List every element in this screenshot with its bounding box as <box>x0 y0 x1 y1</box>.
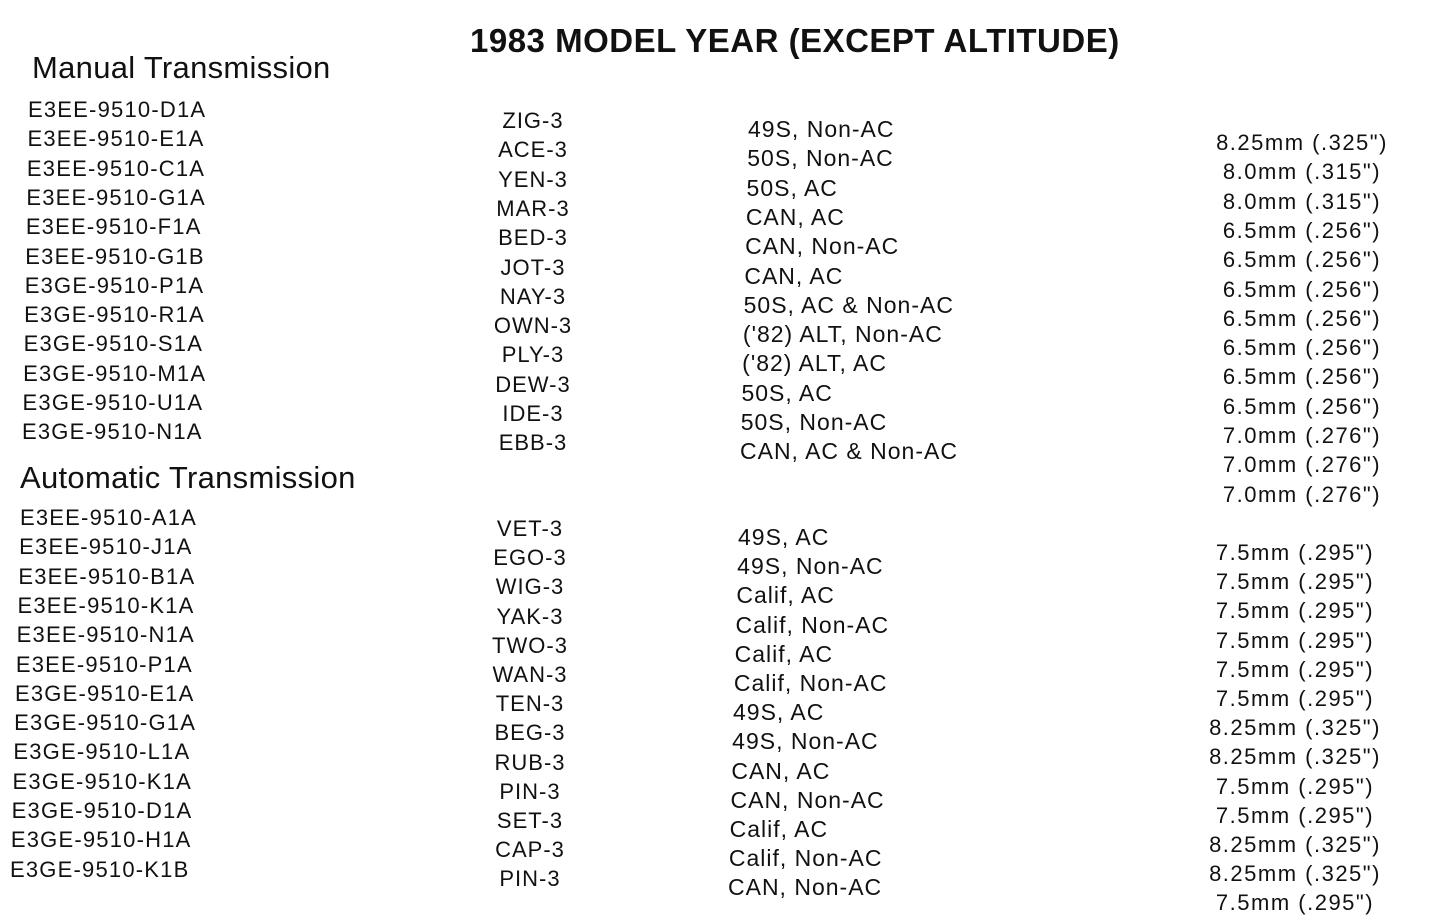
automatic-code: TEN-3 <box>495 691 565 717</box>
manual-part-number: E3GE-9510-U1A <box>22 390 204 415</box>
manual-gap-spec: 7.0mm (.276") <box>1222 452 1382 478</box>
manual-gap-spec: 6.5mm (.256") <box>1222 305 1382 331</box>
manual-description: CAN, AC <box>744 262 844 289</box>
automatic-part-number: E3EE-9510-P1A <box>15 651 193 677</box>
manual-code: JOT-3 <box>500 254 566 280</box>
manual-gap-spec: 6.5mm (.256") <box>1222 247 1382 273</box>
manual-part-number: E3GE-9510-N1A <box>22 419 203 445</box>
automatic-part-number: E3GE-9510-H1A <box>10 827 192 853</box>
manual-gap-spec: 7.0mm (.276") <box>1222 481 1382 507</box>
automatic-description: Calif, AC <box>734 640 834 667</box>
manual-code: MAR-3 <box>496 195 570 221</box>
manual-description: ('82) ALT, AC <box>742 350 887 377</box>
manual-gap-spec: 7.0mm (.276") <box>1222 423 1382 448</box>
manual-part-number: E3EE-9510-F1A <box>25 214 202 240</box>
automatic-gap-spec: 7.5mm (.295") <box>1215 540 1375 565</box>
automatic-description: Calif, Non-AC <box>735 611 890 638</box>
automatic-description: 49S, Non-AC <box>732 728 879 755</box>
automatic-part-number: E3EE-9510-J1A <box>19 534 193 560</box>
automatic-description: 49S, AC <box>733 699 825 726</box>
manual-gap-spec: 6.5mm (.256") <box>1222 276 1382 302</box>
manual-description: 50S, Non-AC <box>747 145 894 172</box>
automatic-description: CAN, AC <box>731 757 831 784</box>
automatic-code: WIG-3 <box>495 574 565 600</box>
automatic-code: YAK-3 <box>496 603 564 629</box>
automatic-gap-spec: 7.5mm (.295") <box>1215 598 1375 624</box>
automatic-description: Calif, AC <box>736 582 835 609</box>
manual-gap-spec: 6.5mm (.256") <box>1222 335 1382 361</box>
automatic-code: BEG-3 <box>494 720 566 746</box>
automatic-part-number: E3GE-9510-K1A <box>12 768 192 794</box>
automatic-gap-spec: 7.5mm (.295") <box>1215 802 1375 828</box>
automatic-part-number: E3EE-9510-A1A <box>20 505 198 530</box>
automatic-code: VET-3 <box>496 516 564 541</box>
manual-gap-spec: 6.5mm (.256") <box>1222 217 1382 243</box>
automatic-description: Calif, Non-AC <box>733 670 888 696</box>
manual-description: 50S, AC <box>741 379 833 406</box>
manual-code: OWN-3 <box>493 313 573 339</box>
manual-code: BED-3 <box>498 225 568 251</box>
manual-code: ZIG-3 <box>502 108 564 133</box>
automatic-gap-spec: 7.5mm (.295") <box>1215 656 1375 682</box>
automatic-code: TWO-3 <box>492 632 568 658</box>
manual-gap-spec: 8.0mm (.315") <box>1222 188 1382 214</box>
manual-description: CAN, AC <box>745 203 845 230</box>
automatic-code: PIN-3 <box>499 778 561 804</box>
automatic-gap-spec: 8.25mm (.325") <box>1209 744 1381 770</box>
automatic-part-number: E3EE-9510-N1A <box>16 622 195 648</box>
automatic-part-number: E3EE-9510-K1A <box>17 592 195 618</box>
automatic-description: CAN, Non-AC <box>730 786 885 813</box>
automatic-gap-spec: 7.5mm (.295") <box>1215 773 1375 799</box>
automatic-part-number: E3GE-9510-K1B <box>10 856 190 882</box>
manual-description: CAN, Non-AC <box>745 233 900 260</box>
automatic-part-number: E3EE-9510-B1A <box>18 563 196 589</box>
automatic-code: WAN-3 <box>492 662 568 687</box>
automatic-part-number: E3GE-9510-L1A <box>13 739 191 765</box>
automatic-gap-spec: 7.5mm (.295") <box>1215 569 1375 595</box>
automatic-gap-spec: 7.5mm (.295") <box>1215 627 1375 653</box>
automatic-description: Calif, Non-AC <box>728 845 883 872</box>
manual-gap-spec: 8.0mm (.315") <box>1222 159 1382 185</box>
manual-code: YEN-3 <box>498 166 568 192</box>
automatic-description: CAN, Non-AC <box>728 874 883 901</box>
automatic-code: SET-3 <box>496 808 564 833</box>
automatic-code: RUB-3 <box>494 749 566 775</box>
manual-description: 49S, Non-AC <box>748 116 895 142</box>
manual-part-number: E3EE-9510-C1A <box>26 155 206 181</box>
manual-part-number: E3GE-9510-S1A <box>23 331 204 357</box>
manual-part-number: E3EE-9510-D1A <box>28 97 207 122</box>
manual-description: 50S, Non-AC <box>740 409 888 435</box>
manual-part-number: E3GE-9510-M1A <box>23 360 207 386</box>
manual-transmission-heading: Manual Transmission <box>32 50 331 85</box>
manual-code: DEW-3 <box>495 371 571 397</box>
manual-gap-spec: 8.25mm (.325") <box>1216 130 1388 155</box>
automatic-gap-spec: 7.5mm (.295") <box>1215 686 1375 711</box>
manual-code: NAY-3 <box>499 283 567 309</box>
automatic-code: EGO-3 <box>493 545 567 571</box>
automatic-part-number: E3GE-9510-E1A <box>15 680 195 706</box>
manual-part-number: E3EE-9510-G1A <box>26 184 206 210</box>
page-title: 1983 MODEL YEAR (EXCEPT ALTITUDE) <box>470 22 1120 59</box>
automatic-code: PIN-3 <box>499 866 561 892</box>
manual-part-number: E3GE-9510-R1A <box>24 302 205 328</box>
automatic-description: Calif, AC <box>729 816 829 842</box>
manual-part-number: E3GE-9510-P1A <box>24 272 205 298</box>
manual-gap-spec: 6.5mm (.256") <box>1222 364 1382 390</box>
automatic-gap-spec: 8.25mm (.325") <box>1209 715 1381 741</box>
manual-description: 50S, AC & Non-AC <box>743 291 954 318</box>
automatic-transmission-heading: Automatic Transmission <box>20 460 356 495</box>
manual-part-number: E3EE-9510-E1A <box>27 126 205 152</box>
automatic-description: 49S, Non-AC <box>737 553 884 580</box>
manual-code: ACE-3 <box>498 137 568 163</box>
manual-code: IDE-3 <box>502 401 564 426</box>
automatic-gap-spec: 8.25mm (.325") <box>1209 832 1381 857</box>
manual-description: 50S, AC <box>746 174 838 201</box>
automatic-gap-spec: 8.25mm (.325") <box>1209 861 1381 887</box>
automatic-gap-spec: 7.5mm (.295") <box>1215 890 1375 916</box>
automatic-part-number: E3GE-9510-D1A <box>11 798 193 823</box>
automatic-code: CAP-3 <box>495 837 565 863</box>
manual-description: CAN, AC & Non-AC <box>740 438 958 465</box>
manual-gap-spec: 6.5mm (.256") <box>1222 393 1382 419</box>
manual-part-number: E3EE-9510-G1B <box>25 243 205 269</box>
manual-code: EBB-3 <box>498 430 568 456</box>
automatic-description: 49S, AC <box>738 524 830 550</box>
manual-description: ('82) ALT, Non-AC <box>742 321 943 348</box>
manual-code: PLY-3 <box>501 342 565 368</box>
automatic-part-number: E3GE-9510-G1A <box>14 710 197 736</box>
